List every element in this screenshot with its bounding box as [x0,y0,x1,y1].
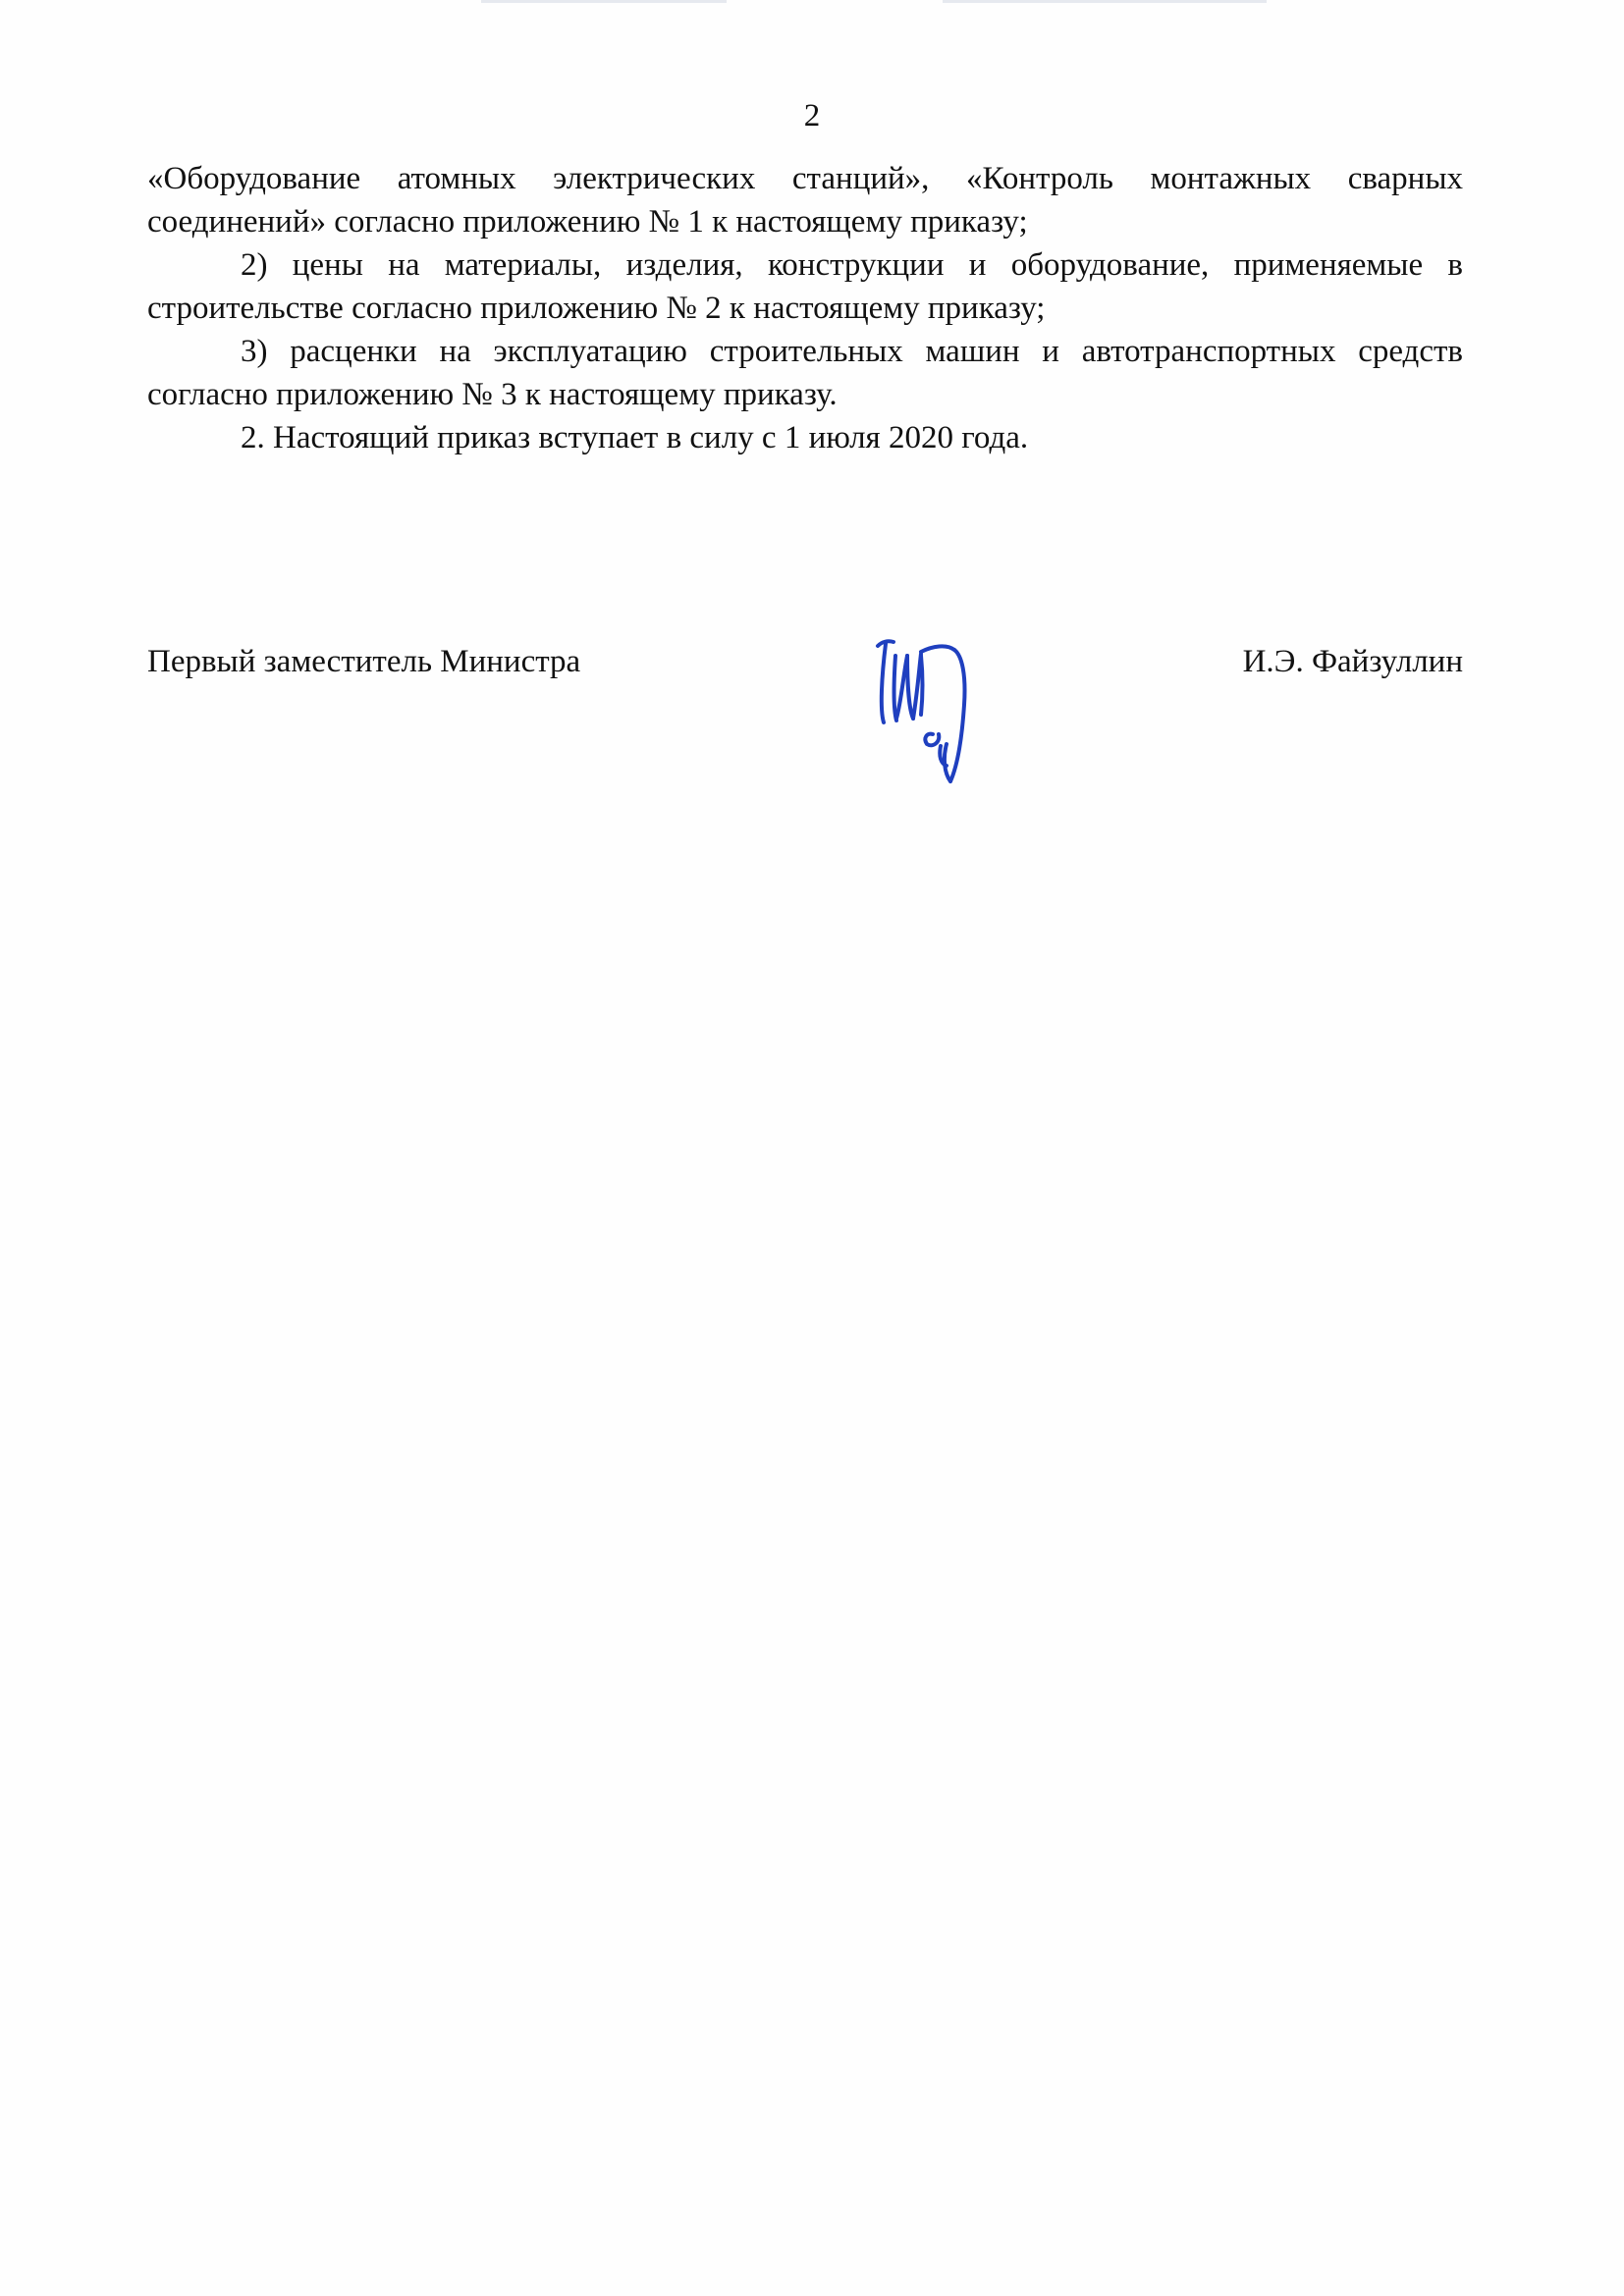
paragraph-item-3: 3) расценки на эксплуатацию строительных машин и автотранспортных средств согласно приложению № 3 к настоящему приказу. [147,334,1463,412]
handwritten-signature [864,616,1011,793]
scan-edge-mark [481,0,727,3]
paragraph-effective-date: 2. Настоящий приказ вступает в силу с 1 июля 2020 года. [241,420,1029,455]
signatory-position: Первый заместитель Министра [147,644,581,679]
document-body [147,157,1463,459]
signature-block [147,640,1463,689]
paragraph-item-2: 2) цены на материалы, изделия, конструкции и оборудование, применяемые в строительстве согласно приложению № 2 к настоящему приказу; [147,247,1463,326]
scan-edge-mark [943,0,1267,3]
page-number: 2 [803,98,821,133]
paragraph-continuation: «Оборудование атомных электрических станций», «Контроль монтажных сварных соединений» согласно приложению № 1 к настоящему приказу; [147,161,1463,240]
signatory-name: И.Э. Файзуллин [1242,644,1463,679]
